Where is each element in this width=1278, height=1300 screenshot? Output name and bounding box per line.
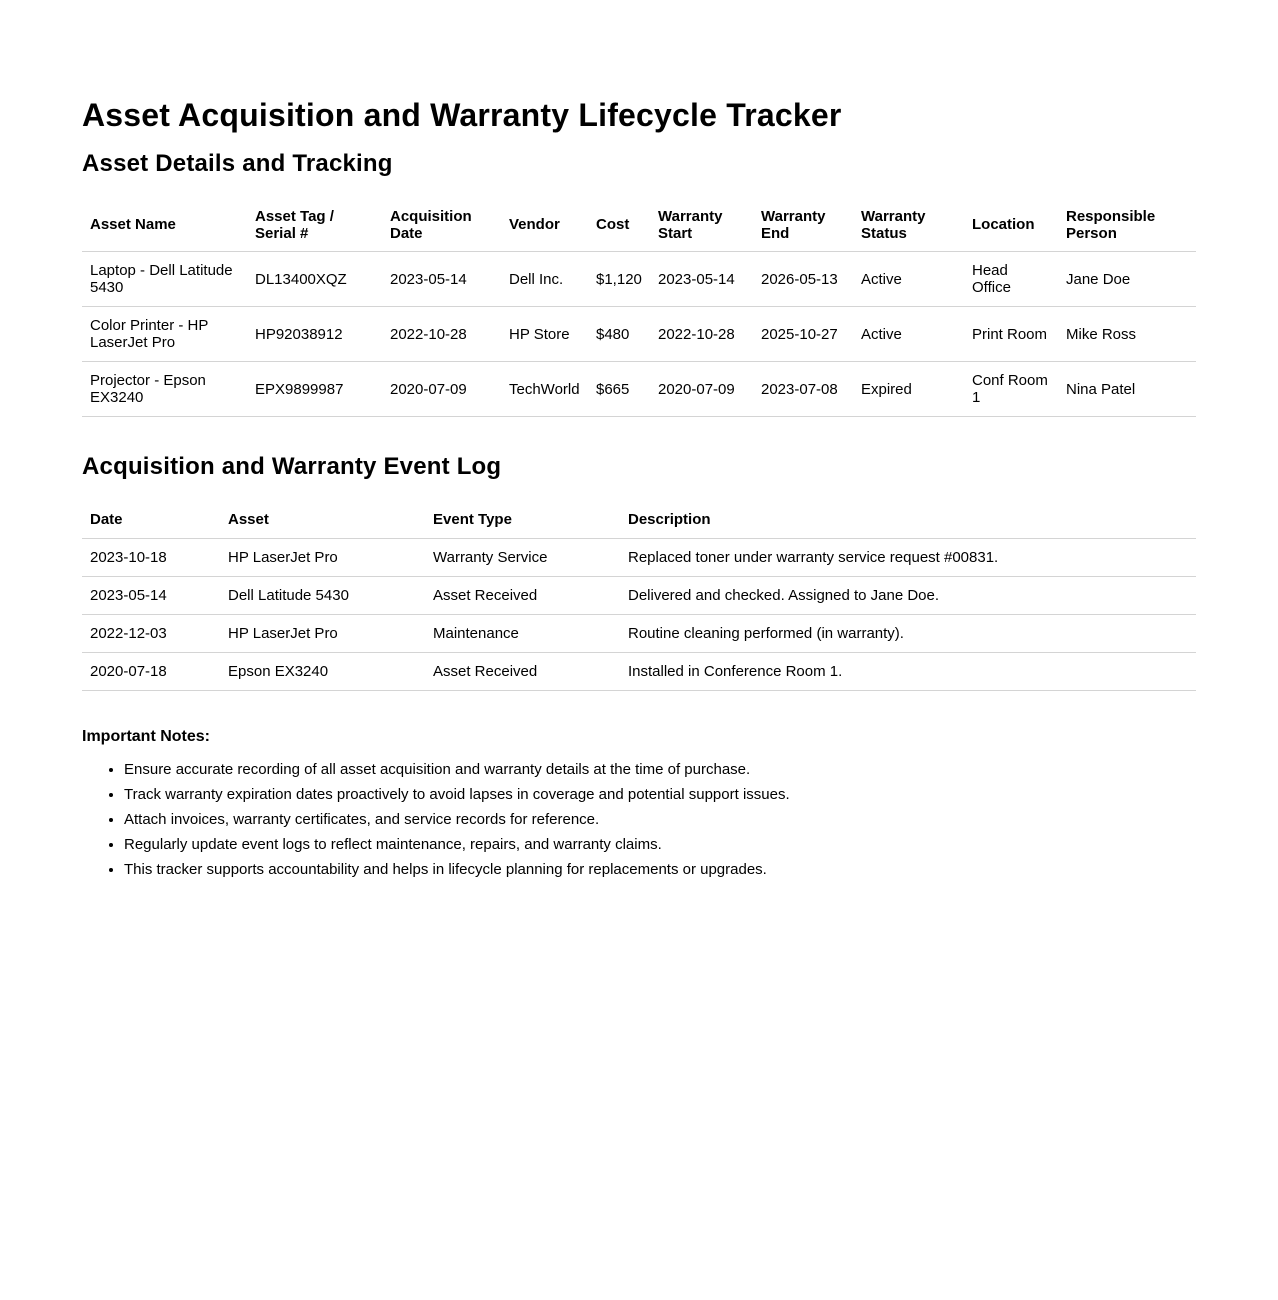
event-date-cell: 2023-10-18 — [82, 539, 220, 577]
location-cell: Print Room — [964, 307, 1058, 362]
asset-tag-cell: DL13400XQZ — [247, 252, 382, 307]
warranty-status-cell: Expired — [853, 362, 964, 417]
event-type-cell: Warranty Service — [425, 539, 620, 577]
column-header: Asset Tag / Serial # — [247, 200, 382, 252]
column-header: Asset — [220, 503, 425, 539]
event-asset-cell: HP LaserJet Pro — [220, 615, 425, 653]
event-type-cell: Maintenance — [425, 615, 620, 653]
notes-list — [82, 761, 1196, 878]
column-header: Location — [964, 200, 1058, 252]
column-header: Warranty End — [753, 200, 853, 252]
list-item: • Regularly update event logs to reflect maintenance, repairs, and warranty claims. — [124, 836, 1196, 853]
event-description-cell: Replaced toner under warranty service request #00831. — [620, 539, 1196, 577]
event-type-cell: Asset Received — [425, 577, 620, 615]
list-item: • Attach invoices, warranty certificates, and service records for reference. — [124, 811, 1196, 828]
table-header-row — [82, 200, 1196, 252]
list-item: • Ensure accurate recording of all asset acquisition and warranty details at the time of purchase. — [124, 761, 1196, 778]
column-header: Warranty Status — [853, 200, 964, 252]
column-header: Acquisition Date — [382, 200, 501, 252]
warranty-start-cell: 2023-05-14 — [650, 252, 753, 307]
acquisition-date-cell: 2022-10-28 — [382, 307, 501, 362]
event-type-cell: Asset Received — [425, 653, 620, 691]
event-log-table — [82, 503, 1196, 691]
event-asset-cell: Epson EX3240 — [220, 653, 425, 691]
column-header: Warranty Start — [650, 200, 753, 252]
column-header: Vendor — [501, 200, 588, 252]
responsible-person-cell: Nina Patel — [1058, 362, 1196, 417]
warranty-end-cell: 2023-07-08 — [753, 362, 853, 417]
list-item: • Track warranty expiration dates proactively to avoid lapses in coverage and potential support issues. — [124, 786, 1196, 803]
warranty-end-cell: 2025-10-27 — [753, 307, 853, 362]
table-row — [82, 615, 1196, 653]
acquisition-date-cell: 2020-07-09 — [382, 362, 501, 417]
table-header-row — [82, 503, 1196, 539]
event-date-cell: 2022-12-03 — [82, 615, 220, 653]
location-cell: Conf Room 1 — [964, 362, 1058, 417]
list-item: • This tracker supports accountability and helps in lifecycle planning for replacements or upgrades. — [124, 861, 1196, 878]
table-row — [82, 252, 1196, 307]
table-row — [82, 653, 1196, 691]
column-header: Description — [620, 503, 1196, 539]
table-row — [82, 539, 1196, 577]
vendor-cell: HP Store — [501, 307, 588, 362]
page-title: Asset Acquisition and Warranty Lifecycle Tracker — [82, 97, 842, 133]
asset-details-table — [82, 200, 1196, 417]
asset-tag-cell: HP92038912 — [247, 307, 382, 362]
asset-name-cell: Color Printer - HP LaserJet Pro — [82, 307, 247, 362]
asset-details-heading: Asset Details and Tracking — [82, 150, 393, 177]
column-header: Asset Name — [82, 200, 247, 252]
warranty-status-cell: Active — [853, 307, 964, 362]
vendor-cell: TechWorld — [501, 362, 588, 417]
warranty-start-cell: 2020-07-09 — [650, 362, 753, 417]
event-description-cell: Installed in Conference Room 1. — [620, 653, 1196, 691]
cost-cell: $480 — [588, 307, 650, 362]
location-cell: Head Office — [964, 252, 1058, 307]
asset-name-cell: Projector - Epson EX3240 — [82, 362, 247, 417]
cost-cell: $665 — [588, 362, 650, 417]
column-header: Date — [82, 503, 220, 539]
event-asset-cell: Dell Latitude 5430 — [220, 577, 425, 615]
warranty-end-cell: 2026-05-13 — [753, 252, 853, 307]
responsible-person-cell: Mike Ross — [1058, 307, 1196, 362]
responsible-person-cell: Jane Doe — [1058, 252, 1196, 307]
column-header: Cost — [588, 200, 650, 252]
event-description-cell: Delivered and checked. Assigned to Jane Doe. — [620, 577, 1196, 615]
table-row — [82, 577, 1196, 615]
warranty-start-cell: 2022-10-28 — [650, 307, 753, 362]
cost-cell: $1,120 — [588, 252, 650, 307]
notes-title: Important Notes: — [82, 728, 210, 745]
event-date-cell: 2020-07-18 — [82, 653, 220, 691]
event-date-cell: 2023-05-14 — [82, 577, 220, 615]
vendor-cell: Dell Inc. — [501, 252, 588, 307]
event-asset-cell: HP LaserJet Pro — [220, 539, 425, 577]
column-header: Responsible Person — [1058, 200, 1196, 252]
table-row — [82, 307, 1196, 362]
table-row — [82, 362, 1196, 417]
asset-name-cell: Laptop - Dell Latitude 5430 — [82, 252, 247, 307]
warranty-status-cell: Active — [853, 252, 964, 307]
column-header: Event Type — [425, 503, 620, 539]
event-log-heading: Acquisition and Warranty Event Log — [82, 453, 502, 480]
event-description-cell: Routine cleaning performed (in warranty). — [620, 615, 1196, 653]
acquisition-date-cell: 2023-05-14 — [382, 252, 501, 307]
asset-tag-cell: EPX9899987 — [247, 362, 382, 417]
